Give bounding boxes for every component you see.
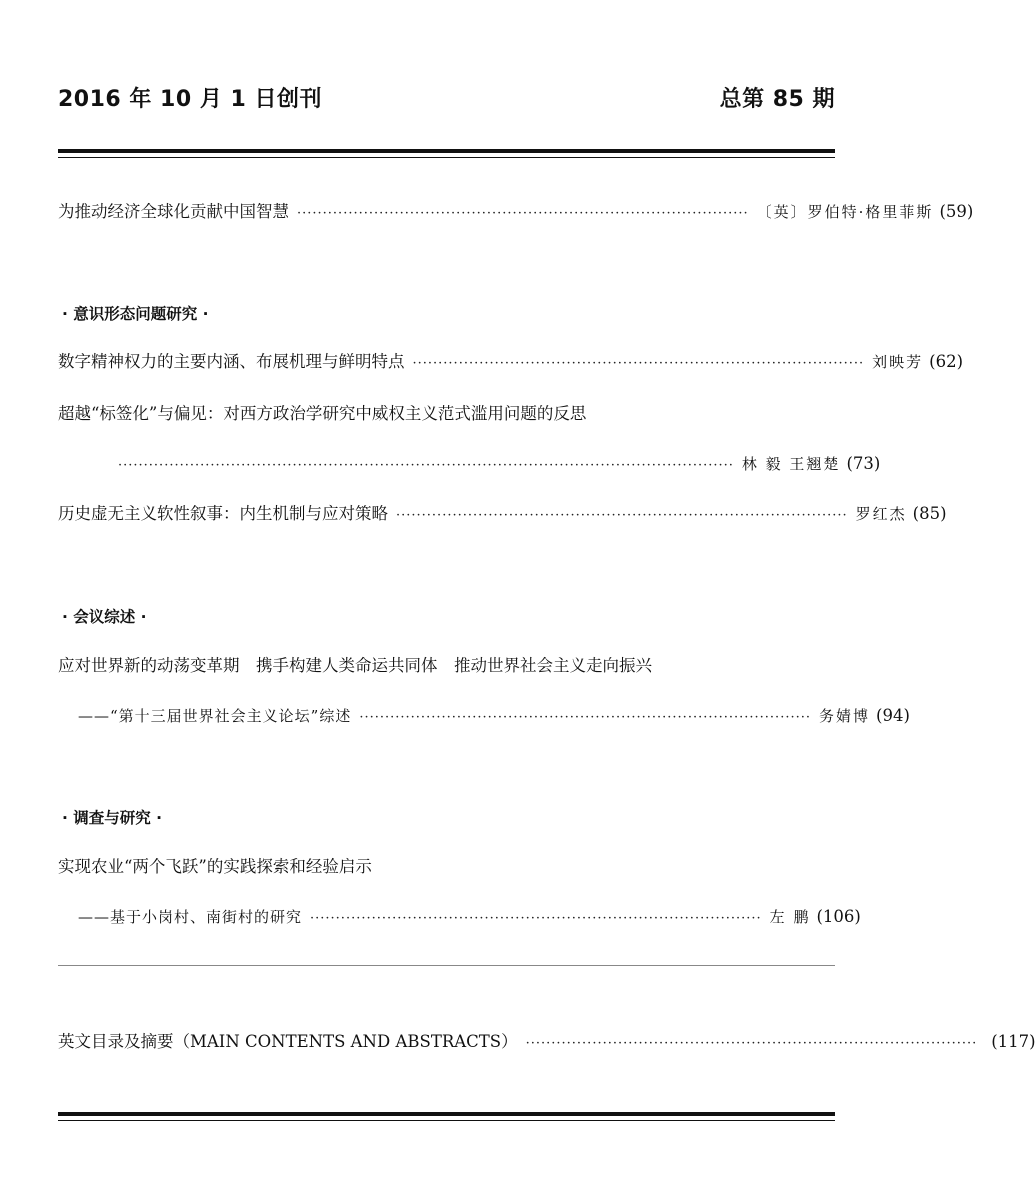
entry-subtitle: ——“第十三届世界社会主义论坛”综述 [78, 707, 352, 725]
entry-author: 刘映芳 [872, 353, 924, 371]
page-header [58, 82, 835, 113]
section-heading: · 调查与研究 · [62, 809, 163, 827]
toc-entry-title-line[interactable] [58, 855, 835, 879]
entry-author: 〔英〕罗伯特·格里菲斯 [756, 203, 934, 221]
toc-entry-subtitle-line[interactable] [78, 905, 861, 931]
leader-dots: ························································································ [310, 911, 762, 926]
entry-page: (94) [876, 706, 910, 725]
leader-dots: ························································································································ [118, 458, 734, 473]
entry-page: (59) [939, 202, 974, 221]
entry-page: (117) [991, 1032, 1036, 1051]
toc-entry-title-line[interactable] [58, 402, 835, 426]
toc-entry-title-line[interactable] [58, 654, 835, 678]
entry-title: 应对世界新的动荡变革期 携手构建人类命运共同体 推动世界社会主义走向振兴 [58, 656, 652, 675]
leader-dots: ························································································ [525, 1036, 978, 1051]
entry-author: 务婧博 [819, 707, 871, 725]
entry-subtitle: ——基于小岗村、南街村的研究 [78, 908, 303, 926]
leader-dots: ························································································ [412, 356, 865, 371]
toc-entry[interactable] [58, 502, 947, 528]
toc-entry-subtitle-line[interactable] [78, 704, 910, 730]
entry-author: 林 毅 王翘楚 [741, 455, 841, 473]
leader-dots: ························································································ [297, 206, 749, 221]
entry-title: 英文目录及摘要（MAIN CONTENTS AND ABSTRACTS） [58, 1032, 518, 1051]
bottom-rule-thin [58, 1120, 835, 1121]
entry-title: 为推动经济全球化贡献中国智慧 [58, 202, 289, 221]
toc-entry[interactable] [58, 200, 974, 226]
issue-number: 总第 85 期 [719, 87, 835, 112]
entry-title: 超越“标签化”与偏见：对西方政治学研究中威权主义范式滥用问题的反思 [58, 404, 587, 423]
leader-dots: ························································································ [359, 710, 811, 725]
section-heading: · 意识形态问题研究 · [62, 305, 209, 323]
section-heading: · 会议综述 · [62, 608, 147, 626]
founded-date: 2016 年 10 月 1 日创刊 [58, 87, 322, 112]
entry-page: (62) [929, 352, 964, 371]
top-rule-thin [58, 157, 835, 158]
entry-page: (106) [816, 907, 861, 926]
entry-page: (85) [912, 504, 947, 523]
bottom-rule-thick [58, 1112, 835, 1116]
section-divider [58, 965, 835, 966]
toc-entry[interactable] [58, 1030, 1036, 1056]
entry-page: (73) [846, 454, 881, 473]
toc-entry[interactable] [58, 350, 964, 376]
entry-title: 数字精神权力的主要内涵、布展机理与鲜明特点 [58, 352, 405, 371]
entry-title: 历史虚无主义软性叙事：内生机制与应对策略 [58, 504, 388, 523]
entry-author: 罗红杰 [855, 505, 907, 523]
top-rule-thick [58, 149, 835, 153]
toc-entry-author-line[interactable] [118, 452, 881, 478]
entry-title: 实现农业“两个飞跃”的实践探索和经验启示 [58, 857, 372, 876]
leader-dots: ························································································ [396, 508, 848, 523]
entry-author: 左 鹏 [769, 908, 811, 926]
